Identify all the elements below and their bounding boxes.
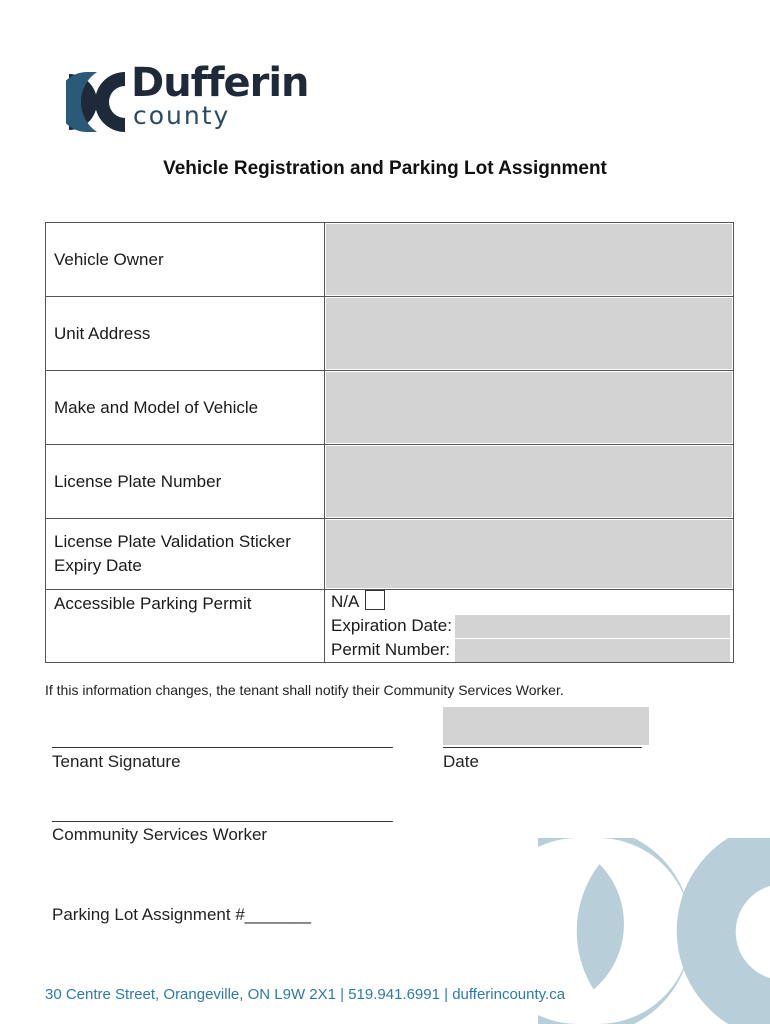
unit-address-field[interactable] <box>326 298 732 369</box>
sticker-expiry-label-line1: License Plate Validation Sticker <box>54 532 291 551</box>
expiration-date-field[interactable] <box>455 615 730 638</box>
dufferin-watermark-icon <box>538 838 770 1024</box>
change-notice: If this information changes, the tenant shall notify their Community Services Worker. <box>45 682 564 698</box>
sticker-expiry-label-line2: Expiry Date <box>54 556 142 575</box>
make-model-field[interactable] <box>326 372 732 443</box>
form-row-make-model <box>46 371 734 445</box>
unit-address-label: Unit Address <box>46 297 325 371</box>
tenant-signature-line[interactable]: ___________________________________________ <box>52 733 392 749</box>
footer-contact: 30 Centre Street, Orangeville, ON L9W 2X1 | 519.941.6991 | dufferincounty.ca <box>45 986 566 1003</box>
form-row-sticker-expiry <box>46 519 734 590</box>
form-row-vehicle-owner <box>46 223 734 297</box>
license-plate-label: License Plate Number <box>46 445 325 519</box>
tenant-signature-label: Tenant Signature <box>52 752 181 771</box>
registration-form-table <box>45 222 734 663</box>
form-row-license-plate <box>46 445 734 519</box>
na-label: N/A <box>331 592 360 611</box>
accessible-permit-cell <box>325 590 734 663</box>
parking-lot-assignment[interactable]: Parking Lot Assignment #_______ <box>52 905 311 924</box>
na-checkbox[interactable] <box>365 590 385 610</box>
worker-signature-line[interactable]: ___________________________________________ <box>52 807 392 823</box>
form-row-unit-address <box>46 297 734 371</box>
expiration-date-label: Expiration Date: <box>331 616 452 635</box>
vehicle-owner-field[interactable] <box>326 224 732 295</box>
date-label: Date <box>443 752 479 771</box>
vehicle-owner-label: Vehicle Owner <box>46 223 325 297</box>
form-row-accessible-permit <box>46 590 734 663</box>
logo-wordmark: Dufferin <box>131 60 309 106</box>
accessible-permit-label: Accessible Parking Permit <box>46 590 325 663</box>
permit-number-label: Permit Number: <box>331 640 451 659</box>
date-line: _________________________ <box>443 733 641 749</box>
logo-subtitle: county <box>133 101 231 130</box>
page-title: Vehicle Registration and Parking Lot Assignment <box>163 158 607 179</box>
worker-signature-label: Community Services Worker <box>52 825 268 844</box>
dufferin-logo-mark <box>66 66 128 138</box>
license-plate-field[interactable] <box>326 446 732 517</box>
sticker-expiry-field[interactable] <box>326 520 732 588</box>
permit-number-field[interactable] <box>455 639 730 662</box>
make-model-label: Make and Model of Vehicle <box>46 371 325 445</box>
sticker-expiry-label <box>46 519 325 590</box>
